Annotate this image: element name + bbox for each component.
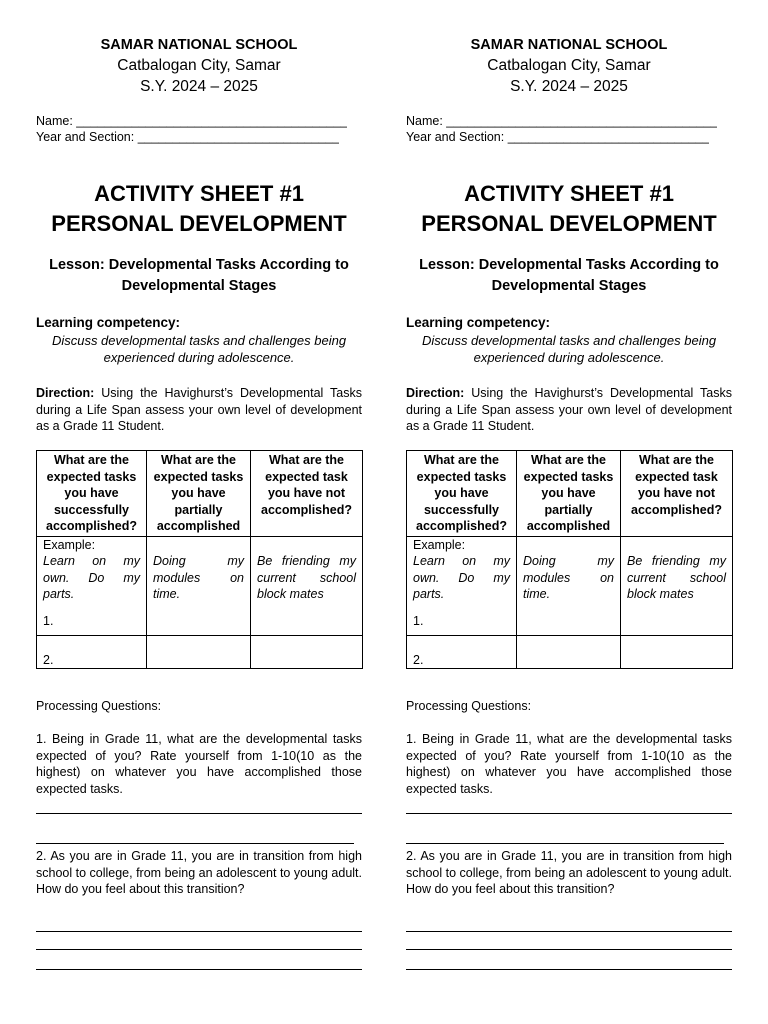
table-cell[interactable] [517,635,621,669]
answer-line[interactable] [36,931,362,932]
header-partially-accomplished: What are the expected tasks you have partially accomplished [147,451,251,537]
row-number: 1. [413,613,424,628]
table-cell[interactable] [621,635,733,669]
year-section-field: Year and Section: _____________________________ [36,130,340,144]
school-year: S.Y. 2024 – 2025 [510,78,628,95]
answer-line[interactable] [36,949,362,950]
developmental-tasks-table [406,450,733,669]
table-row [407,536,733,635]
name-field: Name: _______________________________________ [36,114,348,128]
answer-line[interactable] [406,969,732,970]
table-row [37,536,363,635]
activity-title-line1: ACTIVITY SHEET #1 [464,181,674,206]
answer-line[interactable] [36,969,362,970]
example-not-accomplished: Be friending my current school block mates [257,554,356,601]
competency-label: Learning competency: [406,315,551,330]
header-accomplished: What are the expected tasks you have successfully accomplished? [407,451,517,537]
school-header [406,35,732,97]
activity-sheet-right [406,0,732,1024]
school-year: S.Y. 2024 – 2025 [140,78,258,95]
direction-paragraph [36,385,362,435]
table-cell[interactable] [621,536,733,635]
activity-title-line1: ACTIVITY SHEET #1 [94,181,304,206]
table-cell[interactable] [251,635,363,669]
processing-questions-heading: Processing Questions: [406,699,532,713]
table-row [407,635,733,669]
competency-label: Learning competency: [36,315,181,330]
direction-text: Using the Havighurst’s Developmental Tasks during a Life Span assess your own level of development as a Grade 11 Student. [406,386,732,433]
table-cell[interactable] [407,536,517,635]
row-number: 2. [413,652,424,667]
school-city: Catbalogan City, Samar [117,57,281,74]
lesson-title: Lesson: Developmental Tasks According to Developmental Stages [49,257,349,294]
processing-question-2: 2. As you are in Grade 11, you are in transition from high school to college, from being an adolescent to young adult. How do you feel about this transition? [406,849,732,896]
example-accomplished: Learn on my own. Do my parts. [43,554,140,601]
direction-label: Direction: [406,386,465,400]
answer-line[interactable] [36,843,354,844]
lesson-title: Lesson: Developmental Tasks According to Developmental Stages [419,257,719,294]
table-cell[interactable] [37,536,147,635]
table-cell[interactable] [407,635,517,669]
table-cell[interactable] [147,536,251,635]
direction-paragraph [406,385,732,435]
table-cell[interactable] [37,635,147,669]
direction-label: Direction: [36,386,95,400]
processing-question-2: 2. As you are in Grade 11, you are in transition from high school to college, from being an adolescent to young adult. How do you feel about this transition? [36,849,362,896]
school-header [36,35,362,97]
example-partial: Doing my modules on time. [153,554,244,601]
developmental-tasks-table [36,450,363,669]
row-number: 1. [43,613,54,628]
table-cell[interactable] [251,536,363,635]
example-accomplished: Learn on my own. Do my parts. [413,554,510,601]
activity-title-line2: PERSONAL DEVELOPMENT [51,211,347,236]
example-label: Example: [43,537,96,552]
activity-title [36,179,362,239]
header-partially-accomplished: What are the expected tasks you have partially accomplished [517,451,621,537]
row-number: 2. [43,652,54,667]
direction-text: Using the Havighurst’s Developmental Tasks during a Life Span assess your own level of development as a Grade 11 Student. [36,386,362,433]
school-city: Catbalogan City, Samar [487,57,651,74]
name-field: Name: _______________________________________ [406,114,718,128]
answer-line[interactable] [406,949,732,950]
table-cell[interactable] [147,635,251,669]
school-name: SAMAR NATIONAL SCHOOL [470,37,668,53]
answer-line[interactable] [406,843,724,844]
header-not-accomplished: What are the expected task you have not accomplished? [251,451,363,537]
table-header-row [407,451,733,537]
header-not-accomplished: What are the expected task you have not accomplished? [621,451,733,537]
answer-line[interactable] [36,813,362,814]
year-section-field: Year and Section: _____________________________ [406,130,710,144]
example-partial: Doing my modules on time. [523,554,614,601]
activity-title [406,179,732,239]
school-name: SAMAR NATIONAL SCHOOL [100,37,298,53]
table-cell[interactable] [517,536,621,635]
table-header-row [37,451,363,537]
example-label: Example: [413,537,466,552]
answer-line[interactable] [406,813,732,814]
answer-line[interactable] [406,931,732,932]
header-accomplished: What are the expected tasks you have successfully accomplished? [37,451,147,537]
processing-question-1: 1. Being in Grade 11, what are the developmental tasks expected of you? Rate yourself from 1-10(10 as the highest) on whatever you have accomplished those expected tasks. [406,732,732,796]
competency-text: Discuss developmental tasks and challenges being experienced during adolescence. [51,333,347,365]
competency-text: Discuss developmental tasks and challenges being experienced during adolescence. [421,333,717,365]
activity-sheet-left [36,0,362,1024]
table-row [37,635,363,669]
processing-question-1: 1. Being in Grade 11, what are the developmental tasks expected of you? Rate yourself from 1-10(10 as the highest) on whatever you have accomplished those expected tasks. [36,732,362,796]
activity-title-line2: PERSONAL DEVELOPMENT [421,211,717,236]
processing-questions-heading: Processing Questions: [36,699,162,713]
example-not-accomplished: Be friending my current school block mates [627,554,726,601]
